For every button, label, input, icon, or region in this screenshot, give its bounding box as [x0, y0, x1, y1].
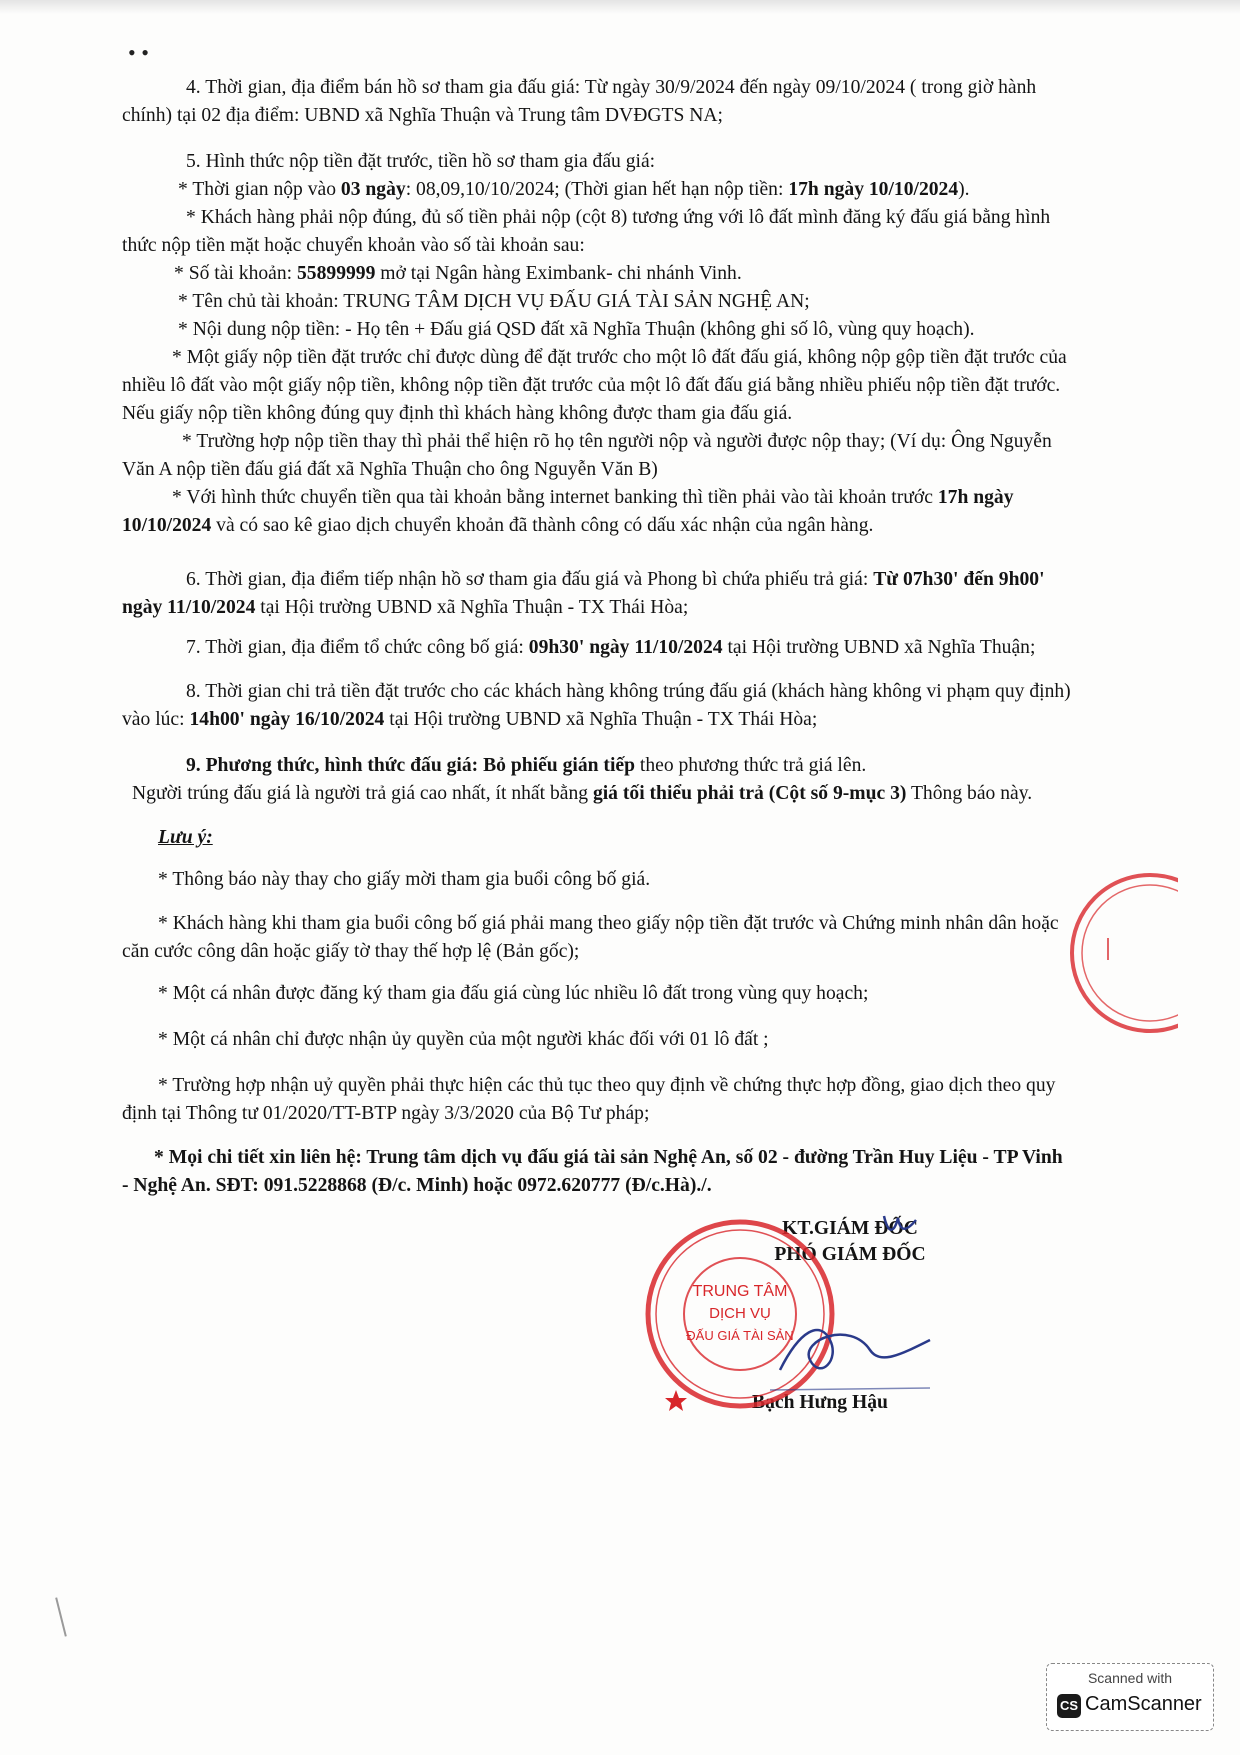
- section-9-line-2: Người trúng đấu giá là người trả giá cao nhất, ít nhất bằng giá tối thiểu phải trả (Cột số 9-mục 3) Thông báo này.: [132, 783, 1033, 804]
- section-5-bullet-8-line-2: 10/10/2024 và có sao kê giao dịch chuyển khoản đã thành công có dấu xác nhận của ngân hàng.: [122, 515, 874, 536]
- section-5-bullet-2-line-2: thức nộp tiền mặt hoặc chuyển khoản vào số tài khoản sau:: [122, 235, 585, 256]
- section-9: [122, 752, 1184, 808]
- section-4-line-1: 4. Thời gian, địa điểm bán hồ sơ tham gia đấu giá: Từ ngày 30/9/2024 đến ngày 09/10/2024 ( trong giờ hành: [186, 77, 1037, 98]
- section-5-bullet-7-line-1: * Trường hợp nộp tiền thay thì phải thể hiện rõ họ tên người nộp và người được nộp thay; (Ví dụ: Ông Nguyễn: [182, 431, 1052, 452]
- section-6: [122, 566, 1184, 622]
- camscanner-name: CamScanner: [1085, 1693, 1202, 1715]
- handwritten-signature: [760, 1300, 940, 1400]
- section-5-bullet-2-line-1: * Khách hàng phải nộp đúng, đủ số tiền phải nộp (cột 8) tương ứng với lô đất mình đăng ký đấu giá bằng hình: [186, 207, 1051, 228]
- section-5-bullet-7-line-2: Văn A nộp tiền đấu giá đất xã Nghĩa Thuận cho ông Nguyễn Văn B): [122, 459, 658, 480]
- stamp-star-icon: [665, 1390, 687, 1411]
- note-5-line-2: định tại Thông tư 01/2020/TT-BTP ngày 3/3/2020 của Bộ Tư pháp;: [122, 1103, 650, 1124]
- stamp-line-1: TRUNG TÂM: [692, 1283, 788, 1300]
- corner-dots: • •: [128, 40, 149, 65]
- signature-title-2: PHÓ GIÁM ĐỐC: [774, 1244, 926, 1265]
- scanned-with-label: Scanned with: [1087, 1670, 1173, 1686]
- section-5-bullet-6-line-2: nhiều lô đất vào một giấy nộp tiền, không nộp tiền đặt trước của một lô đất đấu giá bằng nhiều phiếu nộp tiền đặt trước.: [122, 375, 1061, 396]
- note-5-line-1: * Trường hợp nhận uỷ quyền phải thực hiện các thủ tục theo quy định về chứng thực hợp đồng, giao dịch theo quy: [158, 1075, 1056, 1096]
- camscanner-watermark: [1046, 1663, 1214, 1731]
- note-2: [122, 910, 1184, 966]
- stamp-line-2: DỊCH VỤ: [709, 1305, 771, 1322]
- section-7: [122, 634, 1184, 662]
- section-4: [122, 74, 1184, 130]
- section-6-line-2: ngày 11/10/2024 tại Hội trường UBND xã Nghĩa Thuận - TX Thái Hòa;: [122, 597, 689, 618]
- note-1: * Thông báo này thay cho giấy mời tham gia buổi công bố giá.: [158, 869, 651, 890]
- section-5-bullet-6-line-1: * Một giấy nộp tiền đặt trước chỉ được dùng để đặt trước cho một lô đất đấu giá, không nộp gộp tiền đặt trước của: [172, 347, 1067, 368]
- note-4: * Một cá nhân chỉ được nhận ủy quyền của một người khác đối với 01 lô đất ;: [158, 1029, 769, 1050]
- section-5-bullet-1: * Thời gian nộp vào 03 ngày: 08,09,10/10/2024; (Thời gian hết hạn nộp tiền: 17h ngày 10/10/2024).: [178, 179, 970, 200]
- section-5-bullet-8-line-1: * Với hình thức chuyển tiền qua tài khoản bằng internet banking thì tiền phải vào tài khoản trước 17h ngày: [172, 487, 1014, 508]
- contact-line-1: * Mọi chi tiết xin liên hệ: Trung tâm dịch vụ đấu giá tài sản Nghệ An, số 02 - đường Trần Huy Liệu - TP Vinh: [154, 1147, 1063, 1168]
- section-5-title: 5. Hình thức nộp tiền đặt trước, tiền hồ sơ tham gia đấu giá:: [186, 151, 656, 172]
- contact-line-2: - Nghệ An. SĐT: 091.5228868 (Đ/c. Minh) hoặc 0972.620777 (Đ/c.Hà)./.: [122, 1175, 712, 1196]
- note-5: [122, 1072, 1184, 1128]
- note-3: * Một cá nhân được đăng ký tham gia đấu giá cùng lúc nhiều lô đất trong vùng quy hoạch;: [158, 983, 869, 1004]
- section-8: [122, 678, 1184, 734]
- section-5-account-owner: * Tên chủ tài khoản: TRUNG TÂM DỊCH VỤ ĐẤU GIÁ TÀI SẢN NGHỆ AN;: [178, 291, 810, 312]
- section-5-bullet-6-line-3: Nếu giấy nộp tiền không đúng quy định thì khách hàng không được tham gia đấu giá.: [122, 403, 793, 424]
- partial-stamp: [1068, 868, 1178, 1038]
- section-5: [122, 148, 1184, 540]
- section-8-line-2: vào lúc: 14h00' ngày 16/10/2024 tại Hội trường UBND xã Nghĩa Thuận - TX Thái Hòa;: [122, 709, 818, 730]
- section-5-payment-content: * Nội dung nộp tiền: - Họ tên + Đấu giá QSD đất xã Nghĩa Thuận (không ghi số lô, vùng quy hoạch).: [178, 319, 975, 340]
- section-6-line-1: 6. Thời gian, địa điểm tiếp nhận hồ sơ tham gia đấu giá và Phong bì chứa phiếu trả giá: Từ 07h30' đến 9h00': [186, 569, 1045, 590]
- stamp-line-3: ĐẤU GIÁ TÀI SẢN: [686, 1328, 794, 1343]
- scan-edge: [0, 0, 1240, 14]
- section-5-account-number: * Số tài khoản: 55899999 mở tại Ngân hàng Eximbank- chi nhánh Vinh.: [174, 263, 742, 284]
- section-4-line-2: chính) tại 02 địa điểm: UBND xã Nghĩa Thuận và Trung tâm DVĐGTS NA;: [122, 105, 723, 126]
- camscanner-logo-icon: CS: [1057, 1694, 1081, 1718]
- initial-mark: [880, 1210, 920, 1240]
- signer-name: Bạch Hưng Hậu: [752, 1392, 888, 1413]
- section-9-line-1: 9. Phương thức, hình thức đấu giá: Bỏ phiếu gián tiếp theo phương thức trả giá lên.: [186, 755, 867, 776]
- signature-title-1: KT.GIÁM ĐỐC: [782, 1218, 918, 1239]
- section-8-line-1: 8. Thời gian chi trả tiền đặt trước cho các khách hàng không trúng đấu giá (khách hàng không vi phạm quy định): [186, 681, 1071, 702]
- contact-info: [122, 1144, 1184, 1200]
- note-2-line-2: căn cước công dân hoặc giấy tờ thay thế hợp lệ (Bản gốc);: [122, 941, 580, 962]
- section-7-line: 7. Thời gian, địa điểm tổ chức công bố giá: 09h30' ngày 11/10/2024 tại Hội trường UBND xã Nghĩa Thuận;: [186, 637, 1036, 658]
- note-title-block: [122, 824, 1184, 852]
- scan-scratch: [55, 1597, 67, 1636]
- note-title: Lưu ý:: [158, 827, 213, 848]
- note-2-line-1: * Khách hàng khi tham gia buổi công bố giá phải mang theo giấy nộp tiền đặt trước và Chứng minh nhân dân hoặc: [158, 913, 1059, 934]
